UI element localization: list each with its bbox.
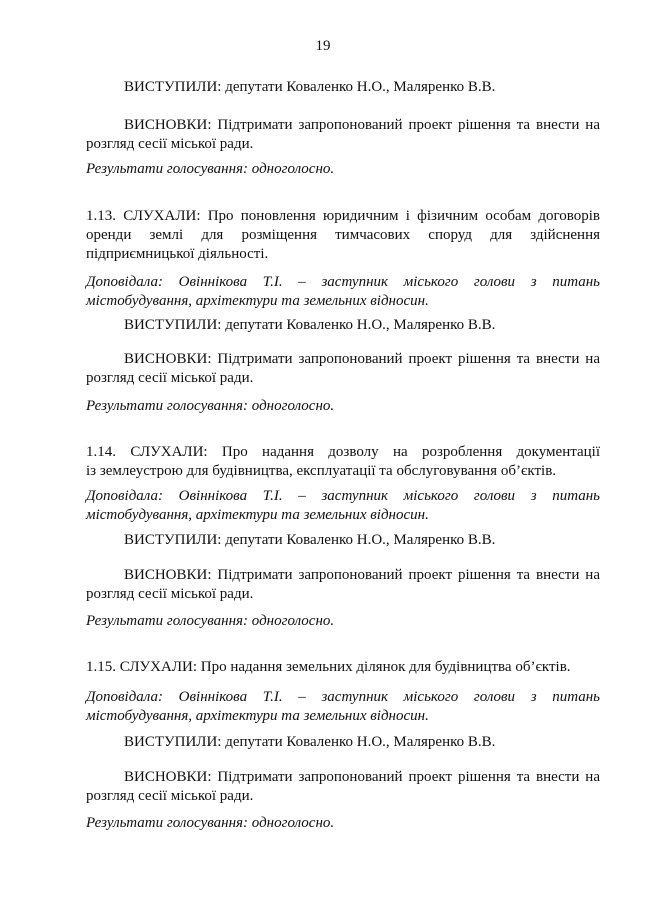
item-1-13-sluhaly-line1: 1.13. СЛУХАЛИ: Про поновлення юридичним і фізичним особам договорів xyxy=(86,208,600,224)
item-1-15-sluhaly: 1.15. СЛУХАЛИ: Про надання земельних ділянок для будівництва об’єктів. xyxy=(86,659,571,675)
item-1-13-sluhaly-line2: оренди землі для розміщення тимчасових споруд для здійснення xyxy=(86,227,600,243)
item-1-14-dopovidala-line1: Доповідала: Овіннікова Т.І. – заступник міського голови з питань xyxy=(86,488,600,504)
item-1-13-dopovidala-line2: містобудування, архітектури та земельних відносин. xyxy=(86,293,429,309)
item-1-15-dopovidala-line2: містобудування, архітектури та земельних відносин. xyxy=(86,708,429,724)
item-1-13-vystupyly: ВИСТУПИЛИ: депутати Коваленко Н.О., Маляренко В.В. xyxy=(124,317,496,333)
item-1-14-vystupyly: ВИСТУПИЛИ: депутати Коваленко Н.О., Маляренко В.В. xyxy=(124,532,496,548)
item-1-14-dopovidala-line2: містобудування, архітектури та земельних відносин. xyxy=(86,507,429,523)
top-vysnovky-line1: ВИСНОВКИ: Підтримати запропонований проект рішення та внести на xyxy=(124,117,600,133)
item-1-13-dopovidala-line1: Доповідала: Овіннікова Т.І. – заступник міського голови з питань xyxy=(86,274,600,290)
item-1-14-sluhaly-line1: 1.14. СЛУХАЛИ: Про надання дозволу на розроблення документації xyxy=(86,444,600,460)
item-1-15-vysnovky-line2: розгляд сесії міської ради. xyxy=(86,788,254,804)
item-1-15-dopovidala xyxy=(86,688,600,726)
item-1-14-dopovidala xyxy=(86,487,600,525)
item-1-13-dopovidala xyxy=(86,273,600,311)
page-number: 19 xyxy=(315,38,331,54)
item-1-14-vysnovky-line1: ВИСНОВКИ: Підтримати запропонований проект рішення та внести на xyxy=(124,567,600,583)
item-1-14-sluhaly-line2: із землеустрою для будівництва, експлуатації та обслуговування об’єктів. xyxy=(86,463,557,479)
top-result: Результати голосування: одноголосно. xyxy=(86,161,335,177)
item-1-15-vysnovky-line1: ВИСНОВКИ: Підтримати запропонований проект рішення та внести на xyxy=(124,769,600,785)
item-1-14-vysnovky xyxy=(86,566,600,604)
item-1-14-sluhaly xyxy=(86,443,600,481)
top-vystupyly: ВИСТУПИЛИ: депутати Коваленко Н.О., Маляренко В.В. xyxy=(124,79,496,95)
item-1-13-sluhaly xyxy=(86,207,600,264)
top-vysnovky xyxy=(86,116,600,154)
item-1-14-result: Результати голосування: одноголосно. xyxy=(86,613,335,629)
item-1-13-sluhaly-line3: підприємницької діяльності. xyxy=(86,246,269,262)
item-1-13-result: Результати голосування: одноголосно. xyxy=(86,398,335,414)
top-vysnovky-line2: розгляд сесії міської ради. xyxy=(86,136,254,152)
item-1-15-vysnovky xyxy=(86,768,600,806)
item-1-15-result: Результати голосування: одноголосно. xyxy=(86,815,335,831)
item-1-13-vysnovky-line1: ВИСНОВКИ: Підтримати запропонований проект рішення та внести на xyxy=(124,351,600,367)
item-1-13-vysnovky xyxy=(86,350,600,388)
item-1-13-vysnovky-line2: розгляд сесії міської ради. xyxy=(86,370,254,386)
item-1-15-vystupyly: ВИСТУПИЛИ: депутати Коваленко Н.О., Маляренко В.В. xyxy=(124,734,496,750)
item-1-14-vysnovky-line2: розгляд сесії міської ради. xyxy=(86,586,254,602)
item-1-15-dopovidala-line1: Доповідала: Овіннікова Т.І. – заступник міського голови з питань xyxy=(86,689,600,705)
